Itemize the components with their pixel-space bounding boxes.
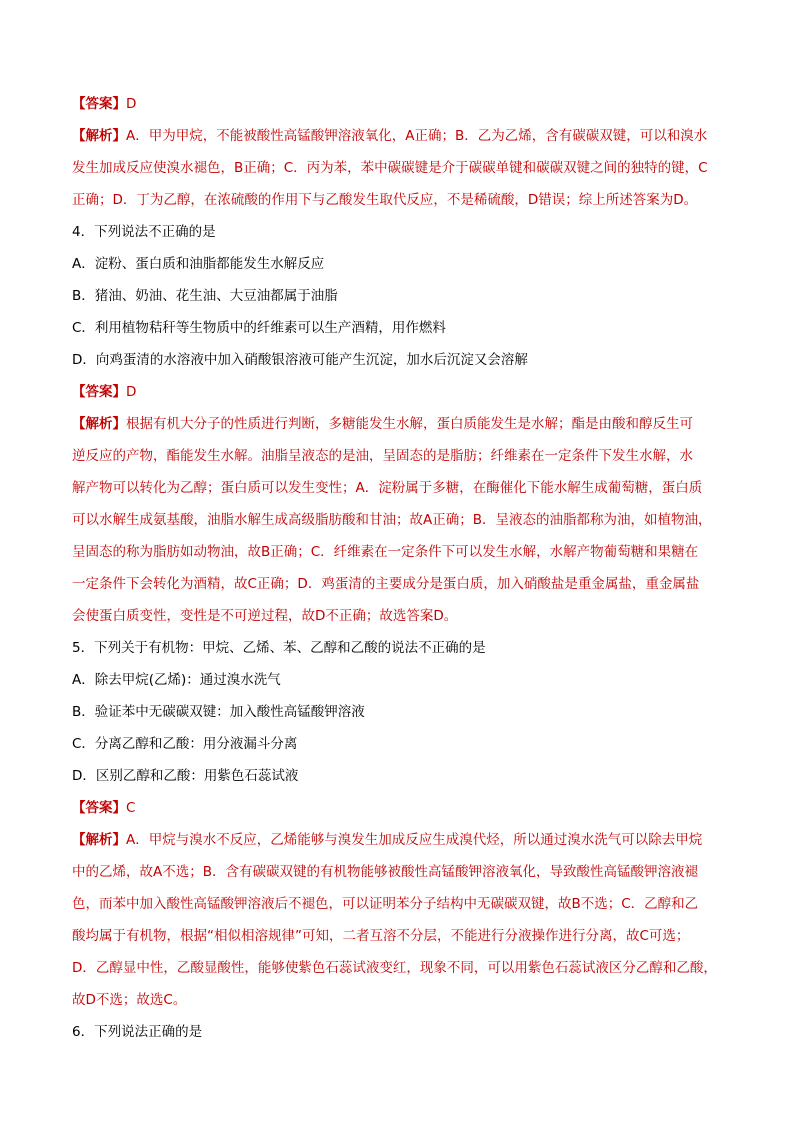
analysis-line: 解产物可以转化为乙醇；蛋白质可以发生变性；A．淀粉属于多糖，在酶催化下能水解生成葡萄糖，蛋白质 — [72, 480, 703, 496]
analysis-line: 可以水解生成氨基酸，油脂水解生成高级脂肪酸和甘油；故A正确；B．呈液态的油脂都称为油，如植物油， — [72, 512, 712, 528]
answer-line-q5 — [72, 792, 726, 824]
answer-line-q4 — [72, 376, 726, 408]
option-d: D．向鸡蛋清的水溶液中加入硝酸银溶液可能产生沉淀，加水后沉淀又会溶解 — [72, 352, 528, 368]
analysis-line: 故D不选；故选C。 — [72, 992, 187, 1008]
answer-value: D — [126, 384, 137, 400]
option-d: D．区别乙醇和乙酸：用紫色石蕊试液 — [72, 768, 299, 784]
analysis-tag: 【解析】 — [72, 832, 126, 848]
analysis-line: 色，而苯中加入酸性高锰酸钾溶液后不褪色，可以证明苯分子结构中无碳碳双键，故B不选；C．乙醇和乙 — [72, 896, 699, 912]
analysis-line: D．乙醇显中性，乙酸显酸性，能够使紫色石蕊试液变红，现象不同，可以用紫色石蕊试液区分乙醇和乙酸， — [72, 960, 717, 976]
analysis-line: 逆反应的产物，酯能发生水解。油脂呈液态的是油，呈固态的是脂肪；纤维素在一定条件下发生水解，水 — [72, 448, 693, 464]
document-page — [72, 88, 726, 1048]
analysis-line: 正确；D．丁为乙醇，在浓硫酸的作用下与乙酸发生取代反应，不是稀硫酸，D错误；综上所述答案为D。 — [72, 192, 698, 208]
answer-line-q3 — [72, 88, 726, 120]
option-c: C．利用植物秸秆等生物质中的纤维素可以生产酒精，用作燃料 — [72, 320, 446, 336]
analysis-text: 根据有机大分子的性质进行判断，多糖能发生水解，蛋白质能发生是水解；酯是由酸和醇反生可 — [126, 416, 693, 432]
question-stem-4: 4．下列说法不正确的是 — [72, 224, 216, 240]
answer-tag: 【答案】 — [72, 800, 126, 816]
analysis-line — [72, 120, 726, 152]
option-a: A．淀粉、蛋白质和油脂都能发生水解反应 — [72, 256, 325, 272]
analysis-line: 酸均属于有机物，根据“相似相溶规律”可知，二者互溶不分层，不能进行分液操作进行分离，故C可选； — [72, 928, 690, 944]
question-stem-6: 6．下列说法正确的是 — [72, 1024, 203, 1040]
analysis-text: A．甲为甲烷，不能被酸性高锰酸钾溶液氧化，A正确；B．乙为乙烯，含有碳碳双键，可以和溴水 — [126, 128, 708, 144]
option-b: B．验证苯中无碳碳双键：加入酸性高锰酸钾溶液 — [72, 704, 365, 720]
analysis-tag: 【解析】 — [72, 416, 126, 432]
analysis-text: A．甲烷与溴水不反应，乙烯能够与溴发生加成反应生成溴代烃，所以通过溴水洗气可以除去甲烷 — [126, 832, 703, 848]
analysis-line: 一定条件下会转化为酒精，故C正确；D．鸡蛋清的主要成分是蛋白质，加入硝酸盐是重金属盐，重金属盐 — [72, 576, 700, 592]
analysis-line: 发生加成反应使溴水褪色，B正确；C．丙为苯，苯中碳碳键是介于碳碳单键和碳碳双键之间的独特的键，C — [72, 160, 708, 176]
analysis-line: 中的乙烯，故A不选；B．含有碳碳双键的有机物能够被酸性高锰酸钾溶液氧化，导致酸性高锰酸钾溶液褪 — [72, 864, 698, 880]
question-stem-5: 5．下列关于有机物：甲烷、乙烯、苯、乙醇和乙酸的说法不正确的是 — [72, 640, 486, 656]
option-b: B．猪油、奶油、花生油、大豆油都属于油脂 — [72, 288, 338, 304]
answer-value: D — [126, 96, 137, 112]
analysis-line: 呈固态的称为脂肪如动物油，故B正确；C．纤维素在一定条件下可以发生水解，水解产物葡萄糖和果糖在 — [72, 544, 699, 560]
analysis-line — [72, 824, 726, 856]
analysis-line — [72, 408, 726, 440]
answer-value: C — [126, 800, 136, 816]
answer-tag: 【答案】 — [72, 96, 126, 112]
analysis-line: 会使蛋白质变性，变性是不可逆过程，故D不正确；故选答案D。 — [72, 608, 458, 624]
option-c: C．分离乙醇和乙酸：用分液漏斗分离 — [72, 736, 298, 752]
analysis-tag: 【解析】 — [72, 128, 126, 144]
option-a: A．除去甲烷(乙烯)：通过溴水洗气 — [72, 672, 281, 688]
answer-tag: 【答案】 — [72, 384, 126, 400]
